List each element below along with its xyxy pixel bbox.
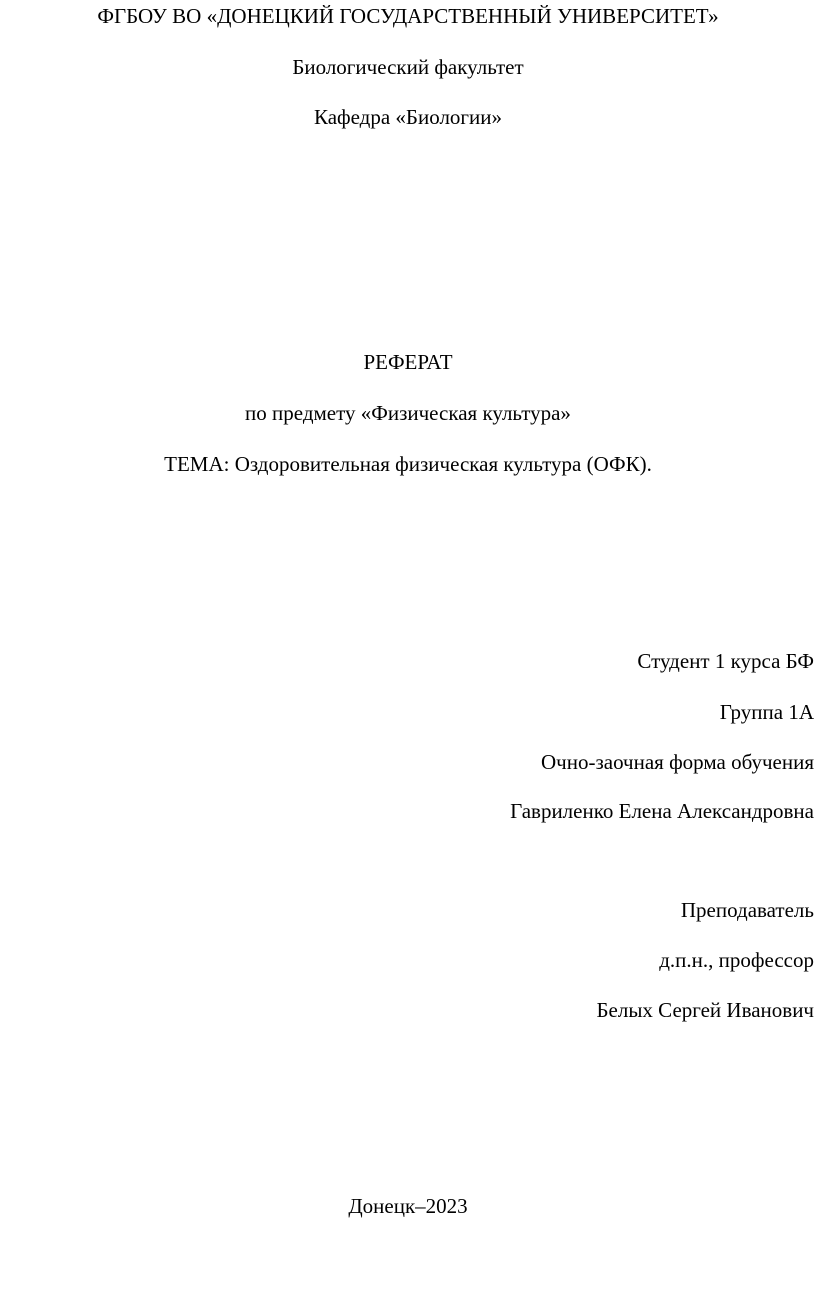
department-name: Кафедра «Биологии» xyxy=(313,105,503,129)
study-form: Очно-заочная форма обучения xyxy=(541,750,814,774)
student-course: Студент 1 курса БФ xyxy=(637,649,814,673)
faculty-name: Биологический факультет xyxy=(292,55,524,79)
teacher-name: Белых Сергей Иванович xyxy=(596,998,814,1022)
student-name: Гавриленко Елена Александровна xyxy=(510,799,814,823)
teacher-role: Преподаватель xyxy=(680,898,814,922)
topic-line: ТЕМА: Оздоровительная физическая культура (ОФК). xyxy=(164,452,652,476)
student-group: Группа 1А xyxy=(719,700,814,724)
university-name: ФГБОУ ВО «ДОНЕЦКИЙ ГОСУДАРСТВЕННЫЙ УНИВЕРСИТЕТ» xyxy=(97,4,719,28)
teacher-degree: д.п.н., профессор xyxy=(659,948,814,972)
subject-line: по предмету «Физическая культура» xyxy=(245,401,571,425)
city-year: Донецк–2023 xyxy=(348,1194,468,1218)
document-type: РЕФЕРАТ xyxy=(363,350,453,374)
